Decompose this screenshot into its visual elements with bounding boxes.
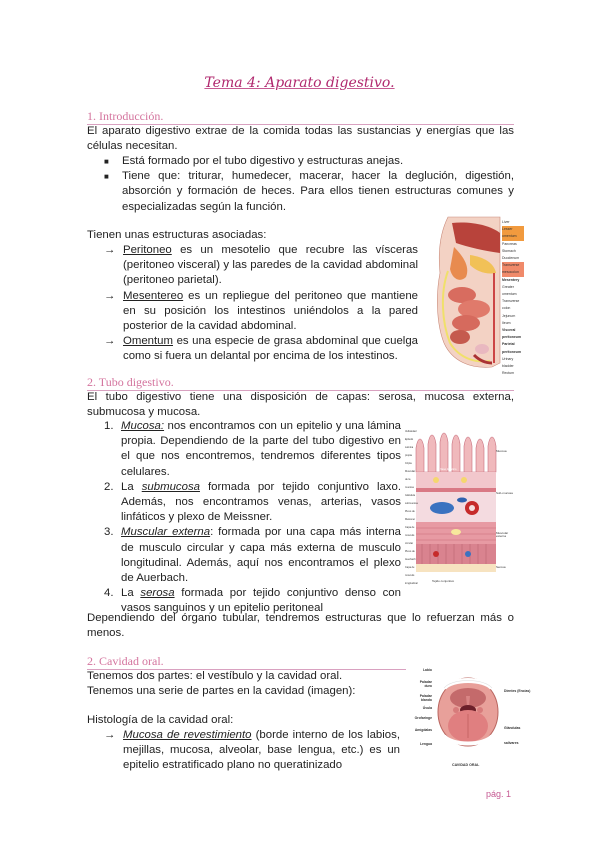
list-number: 2. xyxy=(104,480,114,493)
list-item xyxy=(104,480,401,526)
figure-label: Epitelio xyxy=(405,438,414,441)
list-number: 3. xyxy=(104,526,114,539)
definition: (borde interno de los labios, mejillas, mucosa, alveolar, base lengua, etc.) es un epitelio estratificado plano no queratinizado xyxy=(123,729,400,772)
arrow-icon: → xyxy=(104,729,116,741)
figure-label: Mesentery xyxy=(502,277,520,282)
figure-label: Orofaringe xyxy=(414,716,432,720)
figure-label: Duodenum xyxy=(502,256,520,261)
figure-label: Amígdalas xyxy=(414,728,432,732)
figure-label: Labio xyxy=(422,668,432,672)
wall-top-label: Vaso linfático xyxy=(440,467,457,471)
list-item xyxy=(104,289,418,335)
figure-label: Paladar duro xyxy=(419,680,432,688)
arrow-icon: → xyxy=(104,244,116,256)
figure-label: Glándulas salivares xyxy=(504,726,521,746)
arrow-icon: → xyxy=(104,289,116,302)
section-heading-intro: 1. Introducción. xyxy=(87,109,514,125)
oral-line-1: Tenemos dos partes: el vestíbulo y la cavidad oral. xyxy=(87,670,343,682)
prefix: La xyxy=(121,587,141,600)
figure-label: Mucosa xyxy=(496,449,507,453)
assoc-intro: Tienen unas estructuras asociadas: xyxy=(87,229,267,241)
term: submucosa xyxy=(141,480,200,493)
figure-label: Liver xyxy=(502,220,510,224)
definition: formada por tejido conjuntivo denso con vasos sanguinos y un epitelio peritoneal xyxy=(121,587,401,615)
definition: nos encontramos con un epitelio y una lámina propia. Dependiendo de la parte del tubo digestivo en el que nos encontremos, tendremos diferentes tipos celulares. xyxy=(121,420,401,478)
figure-label: Transverse colon xyxy=(502,299,520,311)
section-heading-tube: 2. Tubo digestivo. xyxy=(87,375,514,391)
abdomen-labels xyxy=(502,219,524,377)
figure-label: Ileum xyxy=(502,320,511,325)
definition: es un mesotelio que recubre las vísceras (peritoneo visceral) y las paredes de la cavidad abdominal (peritoneo parietal). xyxy=(123,244,418,287)
list-number: 4. xyxy=(104,587,114,600)
term: Muscular externa xyxy=(121,526,211,539)
figure-label: Lesser omentum xyxy=(502,226,524,240)
list-item xyxy=(104,334,418,364)
figure-label: Jejunum xyxy=(502,313,516,318)
digestive-wall-figure xyxy=(404,428,514,584)
page-number: pág. 1 xyxy=(486,789,512,799)
definition: formada por tejido conjuntivo laxo. Además, nos encontramos venas, arterias, vasos linfáticos y plexo de Meissner. xyxy=(121,480,401,524)
list-item xyxy=(104,525,401,586)
assoc-list xyxy=(104,243,418,365)
term: serosa xyxy=(140,587,175,600)
oral-cavity-figure xyxy=(406,666,534,768)
figure-label: Plexo de Auerbach xyxy=(405,550,416,561)
figure-label: Cripta xyxy=(405,462,412,465)
figure-label: Parietal peritoneum xyxy=(502,342,522,354)
definition: es una especie de grasa abdominal que cuelga como si fuera un delantal por encima de los intestinos. xyxy=(123,335,418,363)
wall-labels-left xyxy=(405,428,417,588)
figure-label: Transverse mesocolon xyxy=(502,262,524,276)
abdomen-peritoneum-figure xyxy=(430,213,522,376)
prefix: La xyxy=(121,480,142,493)
intro-paragraph: El aparato digestivo extrae de la comida todas las sustancias y energías que las células necesitan. xyxy=(87,125,514,153)
figure-label: Paladar blando xyxy=(419,694,432,702)
figure-label: Plexo de Meissner xyxy=(405,510,416,521)
definition: : formada por una capa más interna de musculo circular y capa más externa de musculo longitudinal. Además, aquí nos encontramos el plexo de Auerbach. xyxy=(121,526,401,585)
term: Omentum xyxy=(123,335,174,348)
figure-label: Capa de músculo longitudinal xyxy=(405,566,418,585)
histo-intro: Histología de la cavidad oral: xyxy=(87,714,234,726)
list-number: 1. xyxy=(104,420,114,432)
figure-label: Vellosidad xyxy=(405,430,417,433)
figure-label: Lengua xyxy=(419,742,432,746)
arrow-icon: → xyxy=(104,335,116,348)
oral-line-2: Tenemos una serie de partes en la cavidad (imagen): xyxy=(87,685,356,697)
tube-closing: Dependiendo del órgano tubular, tendremos estructuras que lo refuerzan más o menos. xyxy=(87,612,514,640)
term: Peritoneo xyxy=(123,244,172,256)
figure-label: Lámina propia xyxy=(405,446,414,457)
term: Mucosa: xyxy=(121,420,165,432)
oral-labels-right xyxy=(504,684,534,752)
figure-label: Capa de músculo circular xyxy=(405,526,415,545)
figure-label: Muscular externa xyxy=(496,531,509,539)
figure-label: Stomach xyxy=(502,248,516,253)
tube-paragraph: El tubo digestivo tiene una disposición de capas: serosa, mucosa externa, submucosa y mucosa. xyxy=(87,391,514,419)
intro-bullets xyxy=(104,154,514,215)
section-heading-oral: 2. Cavidad oral. xyxy=(87,654,514,670)
figure-label: Muscular de la mucosa xyxy=(405,470,416,489)
definition: es un repliegue del peritoneo que mantiene en su posición los intestinos uniéndolos a la pared posterior de la cavidad abdominal. xyxy=(123,289,418,333)
figure-label: Sub-mucosa xyxy=(496,491,513,495)
term: Mucosa de revestimiento xyxy=(123,729,252,741)
figure-label: Greater omentum xyxy=(502,284,517,297)
wall-bottom-label: Tejido conjuntivo xyxy=(432,579,455,583)
figure-label: Serosa xyxy=(496,565,506,569)
list-item: ■ Está formado por el tubo digestivo y estructuras anejas. xyxy=(104,154,514,169)
figure-label: Pancreas xyxy=(502,241,517,246)
figure-label: Glándula submucosa xyxy=(405,494,418,505)
figure-label: Urinary bladder xyxy=(502,356,514,369)
figure-label: Rectum xyxy=(502,371,515,376)
list-item xyxy=(104,728,400,774)
page-title: Tema 4: Aparato digestivo. xyxy=(204,75,395,91)
figure-label: Dientes (Encías) xyxy=(504,689,531,693)
list-item: ■ Tiene que: triturar, humedecer, macerar, hacer la deglución, digestión, absorción y formación de heces. Para ellos tienen estructuras comunes y especializadas según la función. xyxy=(104,169,514,215)
histo-list xyxy=(104,728,400,774)
figure-label: Visceral peritoneum xyxy=(502,328,522,340)
figure-label: Úvula xyxy=(422,706,432,710)
term: Mesentereo xyxy=(123,289,184,302)
layer-list xyxy=(104,419,401,617)
oral-caption: CAVIDAD ORAL xyxy=(452,763,480,767)
list-item xyxy=(104,419,401,480)
list-item xyxy=(104,243,418,289)
